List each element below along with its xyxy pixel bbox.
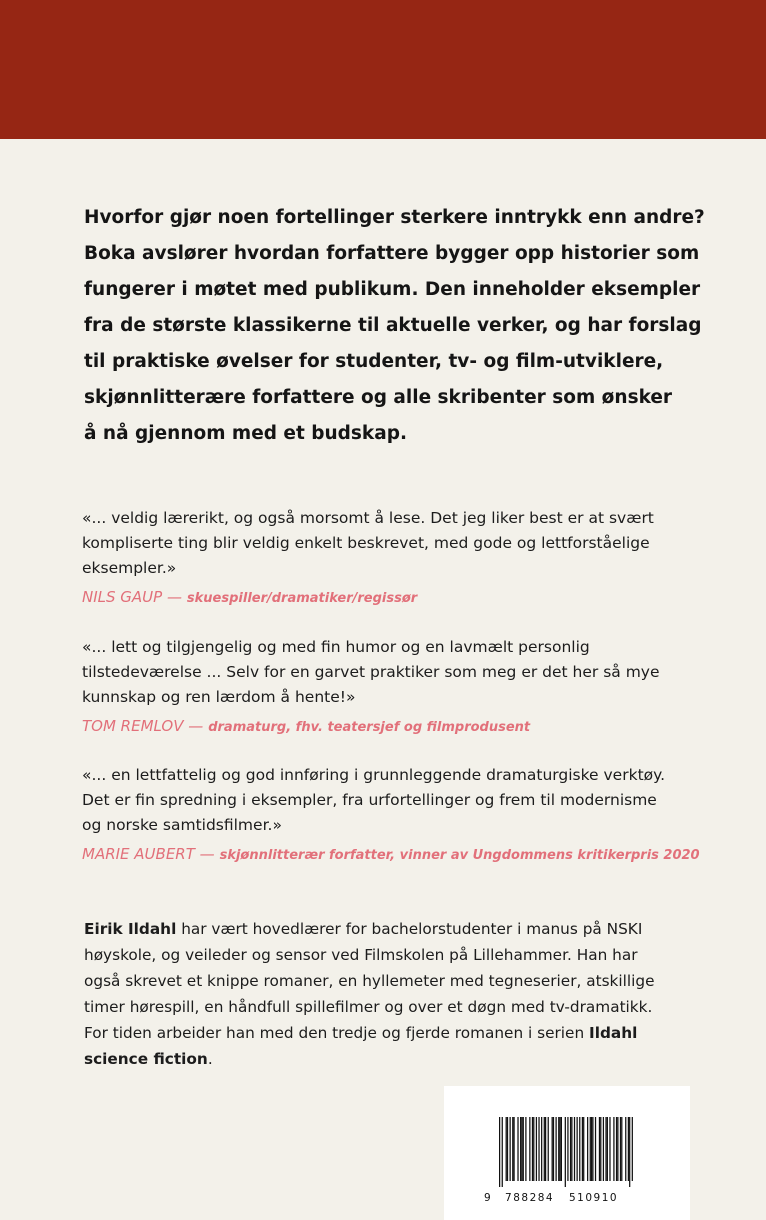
barcode-bar <box>591 1117 592 1181</box>
barcode-bar <box>538 1117 539 1181</box>
bio-end-punct: . <box>207 1050 213 1068</box>
review-quote-1 <box>82 506 712 611</box>
isbn-group-2: 510910 <box>568 1192 619 1204</box>
barcode-bar <box>561 1117 562 1181</box>
bio-line <box>84 1020 704 1046</box>
barcode-bar <box>595 1117 596 1181</box>
isbn-first-digit: 9 <box>484 1192 493 1204</box>
quote-line: kunnskap og ren lærdom å hente!» <box>82 688 356 706</box>
barcode-bar <box>629 1117 630 1187</box>
reviewer-name: NILS GAUP — <box>82 588 182 606</box>
isbn-digits <box>484 1192 644 1204</box>
barcode-bar <box>529 1117 530 1181</box>
blurb-intro <box>84 200 704 452</box>
barcode-bar <box>521 1117 522 1181</box>
barcode-bar <box>506 1117 507 1181</box>
barcode-bar <box>625 1117 626 1181</box>
barcode-bar <box>544 1117 545 1181</box>
quote-attribution <box>82 585 712 611</box>
barcode-bar <box>567 1117 568 1181</box>
barcode-bar <box>555 1117 556 1181</box>
barcode-bar <box>553 1117 554 1181</box>
barcode-bar <box>533 1117 534 1181</box>
reviewer-role: dramaturg, fhv. teatersjef og filmprodusent <box>208 720 531 735</box>
bio-text: har vært hovedlærer for bachelorstudenter i manus på NSKI <box>176 920 643 938</box>
barcode-bar <box>605 1117 606 1181</box>
reviewer-name: MARIE AUBERT — <box>82 845 215 863</box>
barcode-bar <box>499 1117 500 1187</box>
barcode-bar <box>590 1117 591 1181</box>
barcode-bar <box>571 1117 572 1181</box>
quote-line: kompliserte ting blir veldig enkelt beskrevet, med gode og lettforståelige <box>82 534 650 552</box>
barcode-bar <box>628 1117 629 1181</box>
barcode-bar <box>552 1117 553 1181</box>
barcode-bar <box>617 1117 618 1181</box>
quote-attribution <box>82 714 712 740</box>
barcode-bar <box>603 1117 604 1181</box>
isbn-barcode <box>499 1117 633 1187</box>
barcode-bar <box>577 1117 578 1181</box>
barcode-bar <box>502 1117 503 1187</box>
barcode-bar <box>541 1117 542 1181</box>
quote-line: «... en lettfattelig og god innføring i grunnleggende dramaturgiske verktøy. <box>82 766 666 784</box>
bio-line <box>84 1046 704 1072</box>
barcode-bar <box>523 1117 524 1181</box>
barcode-bar <box>536 1117 537 1181</box>
barcode-bar <box>507 1117 508 1181</box>
review-quote-3 <box>82 763 712 868</box>
barcode-bar <box>607 1117 608 1181</box>
reviewer-role: skuespiller/dramatiker/regissør <box>186 591 418 606</box>
bio-line: timer hørespill, en håndfull spillefilmer og over et døgn med tv-dramatikk. <box>84 998 653 1016</box>
bio-text: For tiden arbeider han med den tredje og fjerde romanen i serien <box>84 1024 590 1042</box>
barcode-bar <box>548 1117 549 1181</box>
quote-line: Det er fin spredning i eksempler, fra urfortellinger og frem til modernisme <box>82 791 657 809</box>
barcode-bar <box>600 1117 601 1181</box>
intro-line: fungerer i møtet med publikum. Den inneholder eksempler <box>84 279 701 300</box>
quote-attribution <box>82 842 712 868</box>
series-name: Ildahl <box>589 1024 638 1042</box>
author-bio <box>84 916 704 1072</box>
reviewer-name: TOM REMLOV — <box>82 717 204 735</box>
series-name-cont: science fiction <box>84 1050 208 1068</box>
bio-line: også skrevet et knippe romaner, en hyllemeter med tegneserier, atskillige <box>84 972 655 990</box>
reviewer-role: skjønnlitterær forfatter, vinner av Ungdommens kritikerpris 2020 <box>219 848 700 863</box>
barcode-bar <box>532 1117 533 1181</box>
author-name: Eirik Ildahl <box>84 920 177 938</box>
barcode-bar <box>613 1117 614 1181</box>
barcode-bar <box>599 1117 600 1181</box>
barcode-bar <box>520 1117 521 1181</box>
quote-line: og norske samtidsfilmer.» <box>82 816 282 834</box>
quote-line: eksempler.» <box>82 559 177 577</box>
barcode-bar <box>565 1117 566 1187</box>
barcode-bar <box>574 1117 575 1181</box>
barcode-bar <box>570 1117 571 1181</box>
barcode-bar <box>579 1117 580 1181</box>
intro-line: fra de største klassikerne til aktuelle verker, og har forslag <box>84 315 702 336</box>
barcode-bar <box>558 1117 559 1181</box>
intro-line: å nå gjennom med et budskap. <box>84 423 407 444</box>
review-quote-2 <box>82 635 712 740</box>
barcode-bar <box>592 1117 593 1181</box>
barcode-bar <box>609 1117 610 1181</box>
bio-line <box>84 916 704 942</box>
intro-line: Boka avslører hvordan forfattere bygger opp historier som <box>84 243 700 264</box>
top-color-band <box>0 0 766 139</box>
barcode-bar <box>620 1117 621 1181</box>
intro-line: Hvorfor gjør noen fortellinger sterkere inntrykk enn andre? <box>84 207 705 228</box>
barcode-bar <box>513 1117 514 1181</box>
quote-line: «... lett og tilgjengelig og med fin humor og en lavmælt personlig <box>82 638 590 656</box>
barcode-bar <box>510 1117 511 1181</box>
barcode-bar <box>583 1117 584 1181</box>
barcode-bar <box>632 1117 633 1181</box>
intro-line: skjønnlitterære forfattere og alle skribenter som ønsker <box>84 387 673 408</box>
intro-line: til praktiske øvelser for studenter, tv- og film-utviklere, <box>84 351 664 372</box>
barcode-bar <box>525 1117 526 1181</box>
quote-line: «... veldig lærerikt, og også morsomt å lese. Det jeg liker best er at svært <box>82 509 654 527</box>
barcode-bar <box>559 1117 560 1181</box>
isbn-group-1: 788284 <box>505 1192 555 1204</box>
barcode-bar <box>621 1117 622 1181</box>
barcode-bar <box>517 1117 518 1181</box>
barcode-bar <box>545 1117 546 1181</box>
barcode-area <box>444 1086 690 1220</box>
barcode-bar <box>616 1117 617 1181</box>
barcode-bar <box>582 1117 583 1181</box>
barcode-bar <box>587 1117 588 1181</box>
quote-line: tilstedeværelse ... Selv for en garvet praktiker som meg er det her så mye <box>82 663 660 681</box>
bio-line: høyskole, og veileder og sensor ved Filmskolen på Lillehammer. Han har <box>84 946 638 964</box>
barcode-bar <box>512 1117 513 1181</box>
